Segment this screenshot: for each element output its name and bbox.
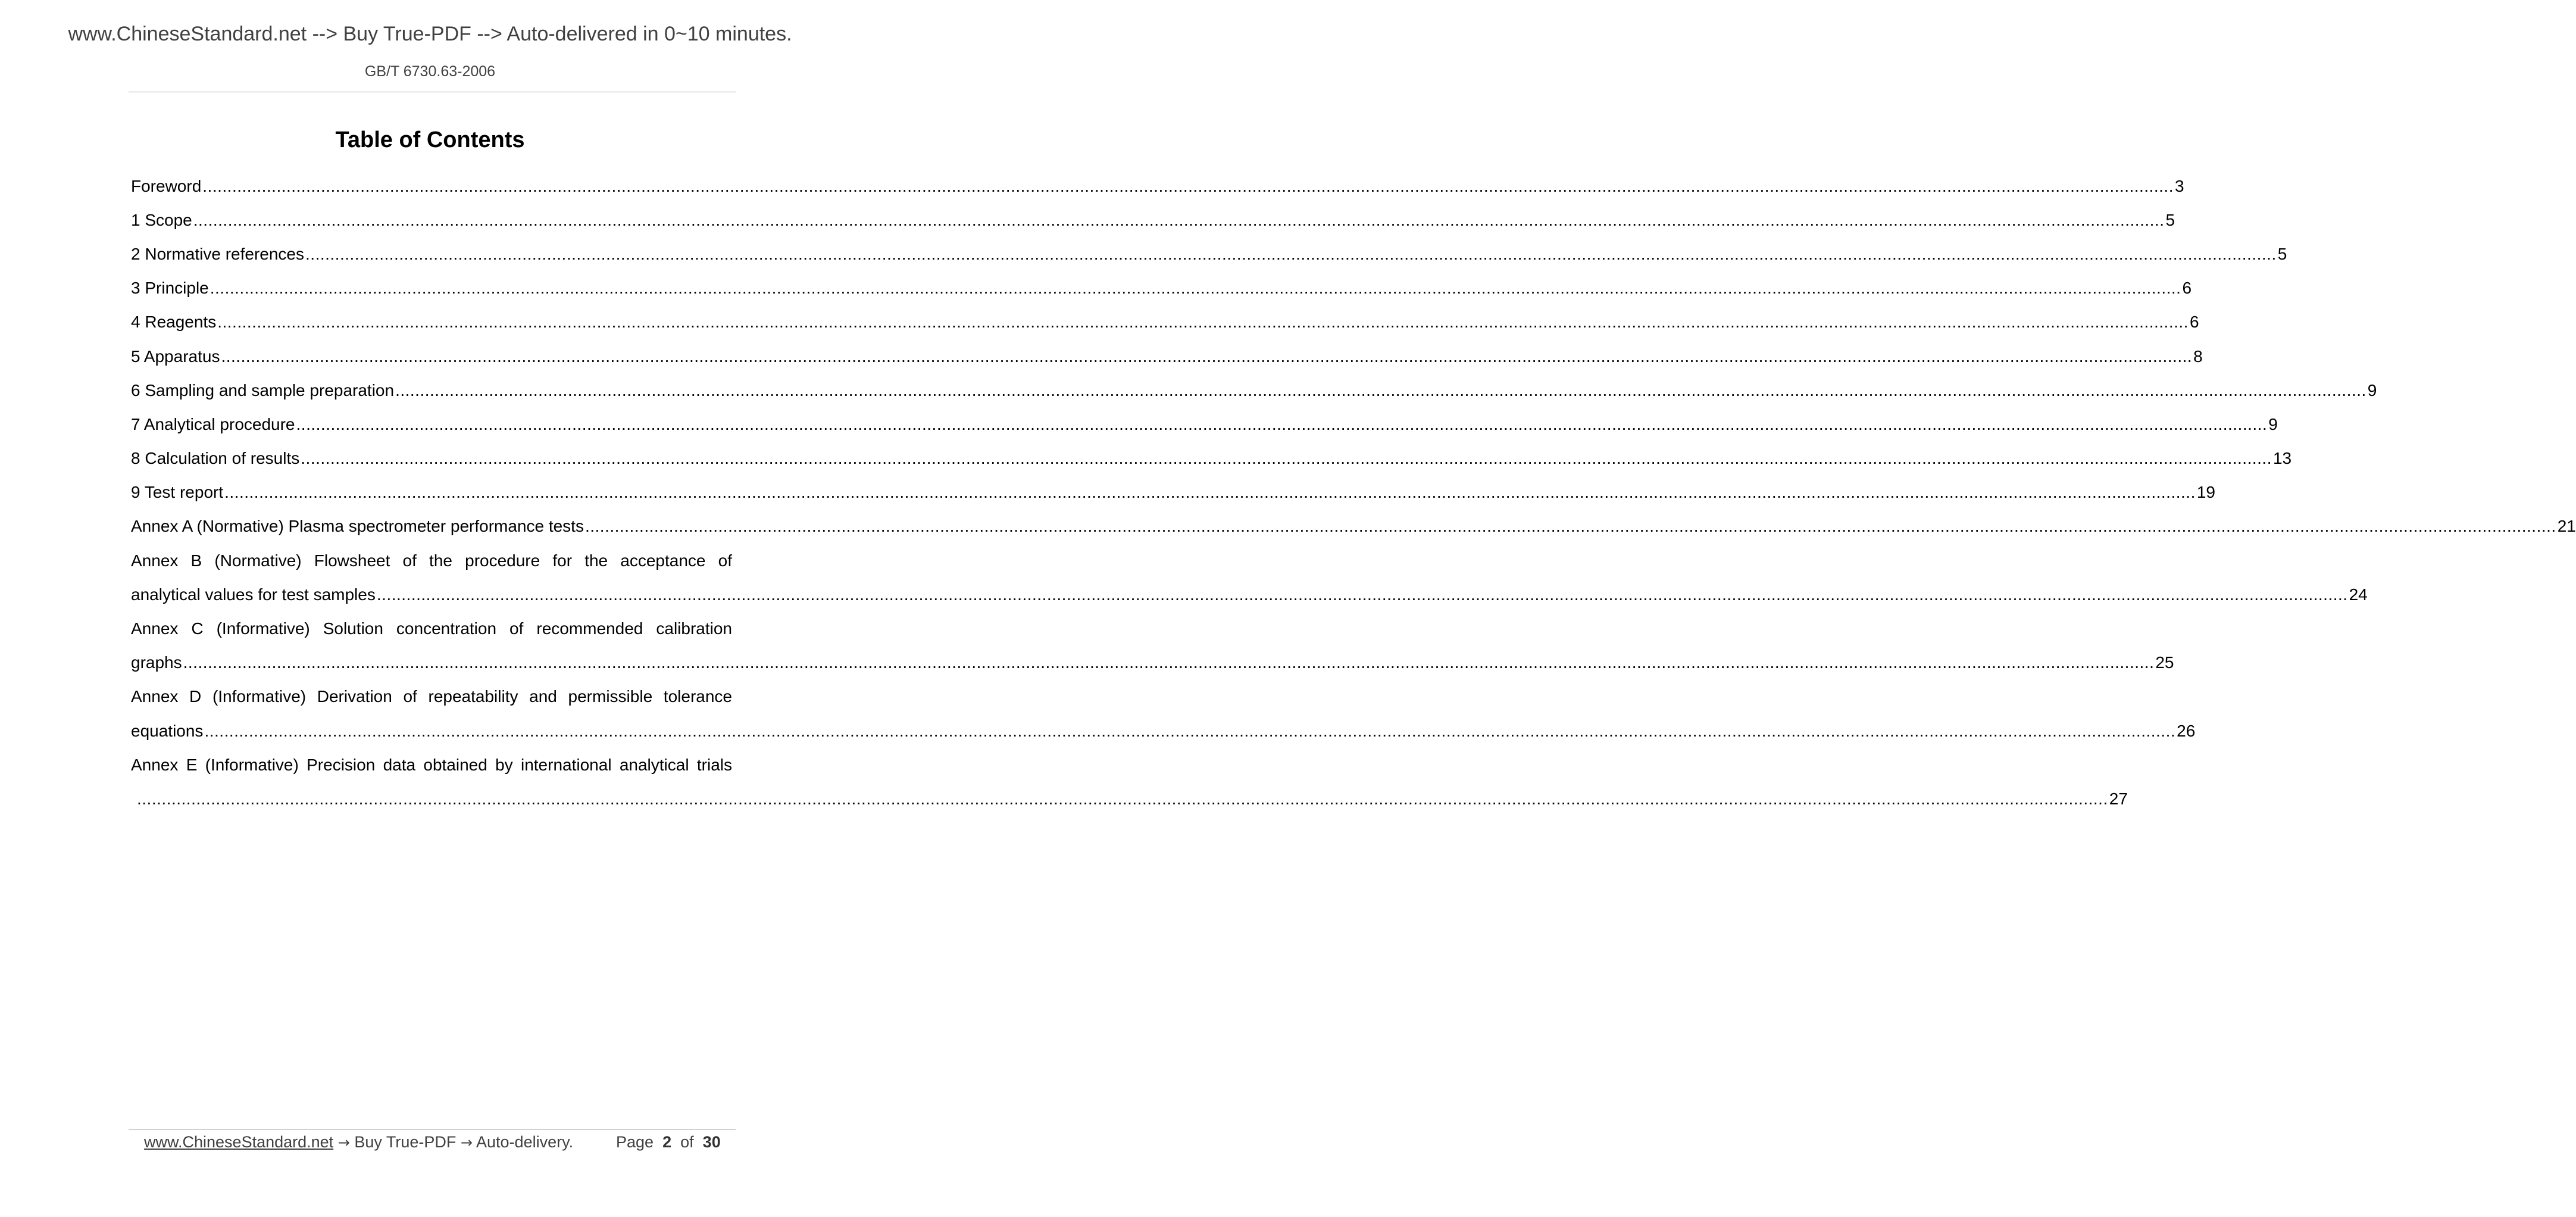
toc-entry[interactable]: [131, 272, 2192, 305]
arrow-right-icon: →: [460, 1134, 473, 1151]
toc-dot-leader: ................................................................................................................................................................................................................................................................................................................................................................................................................: [204, 721, 2176, 740]
toc-page-number: 5: [2165, 210, 2175, 229]
toc-page-number: 3: [2174, 176, 2184, 195]
document-code: GB/T 6730.63-2006: [364, 63, 496, 80]
toc-dot-leader: ................................................................................................................................................................................................................................................................................................................................................................................................................: [305, 244, 2277, 263]
toc-entry-line: [131, 544, 732, 578]
toc-entry-title: Annex A (Normative) Plasma spectrometer performance tests: [131, 517, 584, 536]
toc-dot-leader: ................................................................................................................................................................................................................................................................................................................................................................................................................: [395, 380, 2366, 400]
toc-entry-title: 6 Sampling and sample preparation: [131, 380, 395, 400]
toc-page-number: 24: [2349, 585, 2368, 604]
toc-page-number: 21: [2557, 517, 2576, 536]
footer-site-link[interactable]: www.ChineseStandard.net: [144, 1133, 334, 1151]
toc-entry-title: 9 Test report: [131, 483, 224, 502]
header-banner: www.ChineseStandard.net --> Buy True-PDF --> Auto-delivered in 0~10 minutes.: [68, 23, 792, 45]
toc-page-number: 26: [2177, 721, 2196, 740]
page-title: Table of Contents: [335, 127, 525, 152]
toc-entry-line: [131, 748, 732, 782]
toc-entry-line: [131, 611, 732, 645]
toc-entry[interactable]: [131, 646, 2174, 680]
toc-dot-leader: ................................................................................................................................................................................................................................................................................................................................................................................................................: [376, 585, 2348, 604]
toc-dot-leader: ................................................................................................................................................................................................................................................................................................................................................................................................................: [221, 347, 2193, 366]
toc-entry[interactable]: [131, 476, 2215, 510]
toc-dot-leader: ................................................................................................................................................................................................................................................................................................................................................................................................................: [296, 414, 2268, 433]
toc-entry[interactable]: [131, 442, 2292, 476]
toc-page-number: 9: [2367, 380, 2377, 400]
page-footer: [144, 1133, 739, 1152]
toc-entry[interactable]: [131, 373, 2377, 407]
table-of-contents: [131, 169, 2576, 816]
footer-delivery-text: Auto-delivery.: [476, 1133, 574, 1151]
total-page-count: 30: [702, 1133, 721, 1151]
toc-dot-leader: ................................................................................................................................................................................................................................................................................................................................................................................................................: [217, 313, 2189, 332]
toc-entry[interactable]: [131, 203, 2175, 237]
toc-entry-title: 2 Normative references: [131, 244, 305, 263]
toc-entry[interactable]: [131, 782, 2128, 816]
toc-page-number: 19: [2196, 483, 2215, 502]
toc-entry[interactable]: [131, 305, 2199, 339]
toc-entry[interactable]: [131, 169, 2184, 203]
toc-entry-title: Annex D (Informative) Derivation of repeatability and permissible tolerance: [131, 687, 732, 706]
toc-entry-title: 3 Principle: [131, 279, 209, 298]
toc-dot-leader: ................................................................................................................................................................................................................................................................................................................................................................................................................: [202, 176, 2174, 195]
toc-dot-leader: ................................................................................................................................................................................................................................................................................................................................................................................................................: [584, 517, 2556, 536]
toc-dot-leader: ................................................................................................................................................................................................................................................................................................................................................................................................................: [137, 789, 2108, 808]
toc-entry-title: Annex B (Normative) Flowsheet of the procedure for the acceptance of: [131, 551, 732, 570]
footer-buy-text: Buy True-PDF: [354, 1133, 457, 1151]
arrow-right-icon: →: [337, 1134, 350, 1151]
toc-page-number: 9: [2268, 414, 2278, 433]
toc-entry[interactable]: [131, 407, 2278, 441]
toc-page-number: 13: [2272, 449, 2292, 468]
toc-entry-title: 8 Calculation of results: [131, 449, 300, 468]
of-word: of: [680, 1133, 694, 1151]
toc-entry-title: graphs: [131, 653, 182, 672]
toc-entry-title: Annex C (Informative) Solution concentration of recommended calibration: [131, 619, 732, 638]
toc-entry-title: Foreword: [131, 176, 202, 195]
toc-dot-leader: ................................................................................................................................................................................................................................................................................................................................................................................................................: [224, 483, 2196, 502]
toc-entry-line: [131, 680, 732, 714]
toc-entry-title: equations: [131, 721, 204, 740]
toc-page-number: 6: [2182, 279, 2192, 298]
toc-entry[interactable]: [131, 578, 2368, 611]
toc-dot-leader: ................................................................................................................................................................................................................................................................................................................................................................................................................: [301, 449, 2272, 468]
page-indicator: [616, 1133, 721, 1152]
toc-entry-title: 7 Analytical procedure: [131, 414, 295, 433]
toc-page-number: 6: [2189, 313, 2199, 332]
toc-page-number: 5: [2277, 244, 2287, 263]
toc-entry[interactable]: [131, 714, 2196, 748]
toc-page-number: 8: [2193, 347, 2203, 366]
toc-page-number: 27: [2109, 789, 2128, 808]
toc-entry[interactable]: [131, 237, 2287, 271]
toc-entry-title: Annex E (Informative) Precision data obtained by international analytical trials: [131, 755, 732, 774]
toc-dot-leader: ................................................................................................................................................................................................................................................................................................................................................................................................................: [183, 653, 2155, 672]
toc-entry-title: analytical values for test samples: [131, 585, 376, 604]
toc-entry[interactable]: [131, 339, 2203, 373]
toc-entry[interactable]: [131, 510, 2576, 544]
toc-entry-title: 1 Scope: [131, 210, 192, 229]
toc-entry-title: 4 Reagents: [131, 313, 217, 332]
toc-dot-leader: ................................................................................................................................................................................................................................................................................................................................................................................................................: [193, 210, 2165, 229]
page-word: Page: [616, 1133, 654, 1151]
current-page-number: 2: [662, 1133, 672, 1151]
toc-page-number: 25: [2155, 653, 2174, 672]
toc-dot-leader: ................................................................................................................................................................................................................................................................................................................................................................................................................: [210, 279, 2181, 298]
toc-entry-title: 5 Apparatus: [131, 347, 220, 366]
